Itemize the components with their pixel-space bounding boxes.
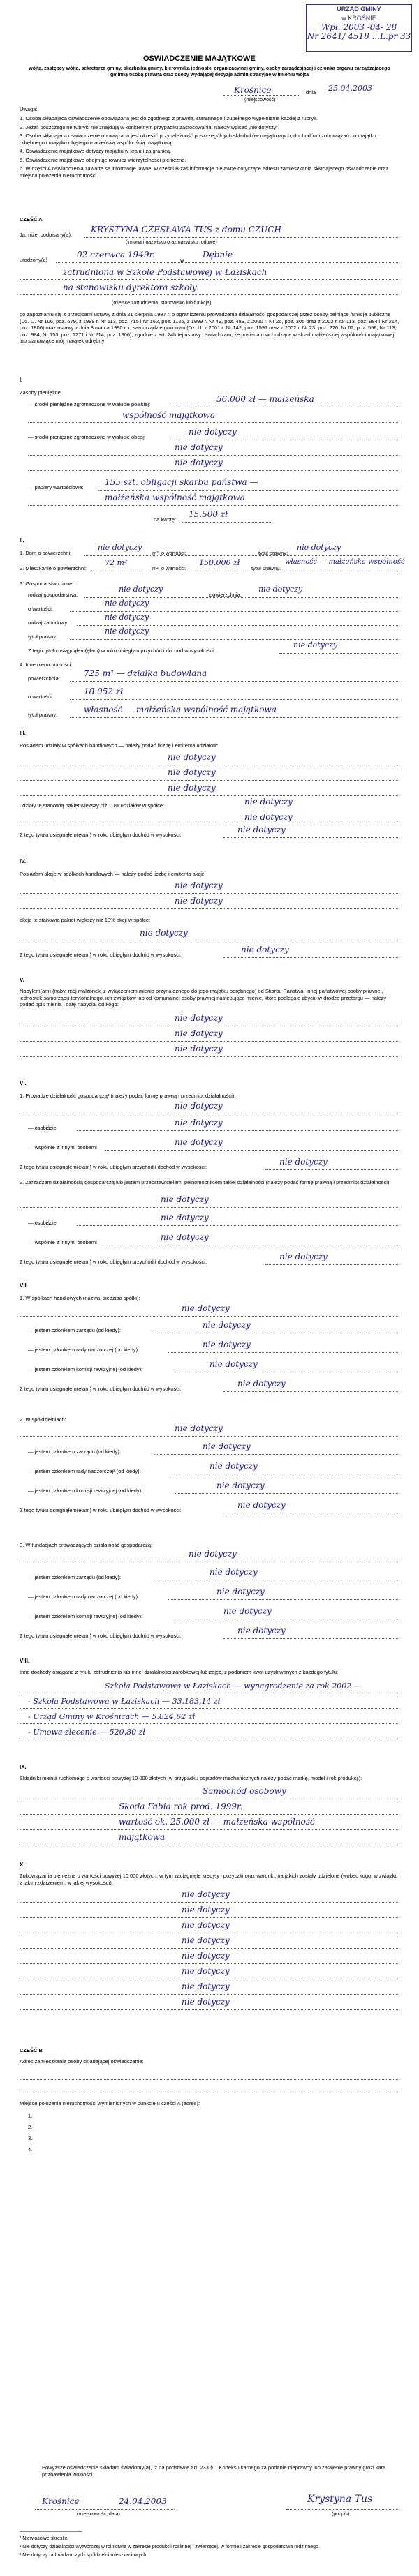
income-line: Szkoła Podstawowa w Łaziskach — wynagrodzenie za rok 2002 — [105, 1682, 362, 1691]
coops-line [175, 1493, 398, 1494]
shares-value: nie dotyczy [168, 783, 216, 793]
income-dots [20, 1708, 398, 1709]
foreign-label: — środki pieniężne zgromadzone w walucie obcej: [28, 434, 146, 440]
coops-audit-label: — jestem członkiem komisji rewizyjnej (od kiedy): [28, 1488, 143, 1494]
location-item: 1. [28, 2113, 33, 2119]
companies-income-label: Z tego tytułu osiągnąłem(ęłam) w roku ubiegłym dochód w wysokości: [20, 1386, 182, 1392]
pln-value: 56.000 zł — małżeńska [216, 394, 314, 404]
liability-line: nie dotyczy [182, 1905, 230, 1915]
location-label: Miejsce położenia nieruchomości wymienionych w punkcie II części A (adres): [20, 2100, 200, 2106]
amount-line [182, 522, 272, 523]
stocks-ten-label: akcje te stanowią pakiet większy niż 10% akcji w spółce: [20, 917, 151, 923]
coops-board-value: nie dotyczy [203, 1441, 251, 1451]
vehicle-line: Samochód osobowy [203, 1786, 286, 1796]
liability-dots [20, 1902, 398, 1903]
manage-line [265, 1264, 398, 1265]
flat-worth: 150.000 zł [199, 558, 240, 567]
shares-value: nie dotyczy [168, 752, 216, 762]
coops-council-value: nie dotyczy [210, 1461, 258, 1471]
stocks-line [223, 957, 398, 958]
income-line: - Urząd Gminy w Krośnicach — 5.824,62 zł [28, 1712, 196, 1721]
section-i-label: Zasoby pieniężne: [20, 389, 62, 396]
section-ix-text: Składniki mienia ruchomego o wartości powyżej 10 000 złotych (w przypadku pojazdów mechanicznych należy podać markę, model i rok produkcji): [20, 1775, 362, 1781]
other-label: 4. Inne nieruchomości: [20, 661, 73, 668]
header-place-line [223, 95, 300, 96]
house-line [84, 555, 398, 556]
farm-area-value: nie dotyczy [258, 585, 303, 594]
footnote-item: ¹ Niewłaściwe skreślić. [20, 2536, 69, 2541]
securities-line [28, 505, 398, 506]
farm-title-value: nie dotyczy [105, 627, 149, 636]
section-v-value: nie dotyczy [175, 1013, 223, 1023]
other-title-value: własność — małżeńska wspólność majątkowa [84, 705, 277, 714]
amount-value: 15.500 zł [189, 509, 228, 519]
liability-statement: Powyższe oświadczenie składam świadomy(a), iż na podstawie art. 233 § 1 Kodeksu karnego za podanie nieprawdy lub zatajenie prawdy grozi kara pozbawienia wolności. [42, 2464, 386, 2478]
other-area-value: 725 m² — działka budowlana [84, 668, 207, 678]
signer-line [84, 237, 398, 238]
vehicle-line: Skoda Fabia rok prod. 1999r. [119, 1802, 243, 1811]
stocks-value: nie dotyczy [175, 881, 223, 890]
foundations-income-label: Z tego tytułu osiągnąłem(ęłam) w roku ubiegłym dochód w wysokości: [20, 1633, 182, 1639]
foundations-audit-label: — jestem członkiem komisji rewizyjnej (od kiedy): [28, 1613, 143, 1619]
business-joint-value: nie dotyczy [175, 1137, 223, 1147]
liability-line: nie dotyczy [182, 1982, 230, 1991]
amount-label: na kwotę: [154, 516, 177, 523]
farm-label: 3. Gospodarstwo rolne: [20, 581, 74, 587]
work-caption: (miejsce zatrudnienia, stanowisko lub funkcja) [112, 301, 212, 306]
shares-label: Posiadam udziały w spółkach handlowych — należy podać liczbę i emitenta udziałów: [20, 742, 219, 749]
part-b-label: CZĘŚĆ B [20, 2047, 43, 2053]
house-label: 1. Dom o powierzchni: [20, 550, 72, 556]
section-i-number: I. [20, 377, 23, 383]
shares-income-value: nie dotyczy [237, 825, 286, 834]
foundations-audit-value: nie dotyczy [223, 1606, 272, 1616]
farm-build-value: nie dotyczy [105, 613, 149, 622]
companies-audit-label: — jestem członkiem komisji rewizyjnej (od kiedy): [28, 1366, 143, 1372]
section-viii-text: Inne dochody osiągane z tytułu zatrudnienia lub innej działalności zarobkowej lub zajęć, z podaniem kwot uzyskiwanych z każdego tytułu: [20, 1669, 339, 1675]
born-date: 02 czerwca 1949r. [77, 250, 155, 260]
header-date: 25.04.2003 [328, 84, 372, 93]
address-label: Adres zamieszkania osoby składającej oświadczenie: [20, 2058, 144, 2065]
section-x-text: Zobowiązania pieniężne o wartości powyżej 10 000 złotych, w tym zaciągnięte kredyty i pożyczki oraz warunki, na jakich zostały udzielone (wobec kogo, w związku z jakim zdarzeniem, w jakiej wysokości): [20, 1873, 398, 1886]
companies-label: 1. W spółkach handlowych (nazwa, siedziba spółki): [20, 1295, 140, 1301]
other-line [70, 717, 398, 718]
work-line [20, 294, 398, 295]
companies-board-label: — jestem członkiem zarządu (od kiedy): [28, 1327, 121, 1333]
other-line [70, 681, 398, 682]
liability-dots [20, 2009, 398, 2010]
part-a-label: CZĘŚĆ A [20, 216, 43, 223]
section-v-line [20, 1056, 398, 1057]
business-income-label: Z tego tytułu osiągnąłem(ęłam) w roku ubiegłym przychód i dochód w wysokości: [20, 1164, 207, 1170]
vehicle-line: wartość ok. 25.000 zł — małżeńska wspólność [119, 1817, 315, 1827]
shares-ten-value: nie dotyczy [244, 797, 293, 807]
stocks-line [20, 893, 398, 894]
pln-label: — środki pieniężne zgromadzone w walucie polskiej: [28, 401, 151, 407]
note-item: 3. Osoba składająca oświadczenie obowiązana jest określić przynależność poszczególnych składników majątkowych, dochodów i zobowiązań do majątku odrębnego i majątku objętego małżeńską wspólnością majątkową. [20, 133, 376, 146]
manage-income-label: Z tego tytułu osiągnąłem(ęłam) w roku ubiegłym przychód i dochód w wysokości: [20, 1259, 207, 1265]
manage-value: nie dotyczy [161, 1195, 209, 1204]
stocks-label: Posiadam akcje w spółkach handlowych — należy podać liczbę i emitenta akcji: [20, 871, 205, 877]
coops-income-label: Z tego tytułu osiągnąłem(ęłam) w roku ubiegłym dochód w wysokości: [20, 1507, 182, 1513]
farm-line [279, 653, 398, 654]
liability-dots [20, 1963, 398, 1964]
stamp-city: w KROŚNIE [341, 15, 376, 22]
section-v-text: Nabyłem(am) (nabył mój małżonek, z wyłączeniem mienia przynależnego do jego majątku odrębnego) od Skarbu Państwa, innej państwowej osoby prawnej, jednostek samorządu terytorialnego, ich związków lub od komunalnej osoby prawnej następujące mienie, które podlegało zbyciu w drodze przetargu — należy podać opis mienia i datę nabycia, od kogo: [20, 988, 387, 1008]
manage-line [77, 1225, 398, 1226]
footnotes [20, 2536, 400, 2559]
manage-income-value: nie dotyczy [279, 1252, 328, 1261]
work-line-1: zatrudniona w Szkole Podstawowej w Łaziskach [63, 267, 267, 277]
header-place-caption: (miejscowość) [244, 98, 276, 103]
footer-date-line [35, 2509, 175, 2510]
note-item: 6. W części A oświadczenia zawarte są informacje jawne, w części B zaś informacje niejawne dotyczące adresu zamieszkania składającego oświadczenie oraz miejsca położenia nieruchomości. [20, 165, 389, 179]
foreign-value: nie dotyczy [189, 427, 237, 437]
farm-income-value: nie dotyczy [293, 641, 338, 650]
section-ii-number: II. [20, 537, 24, 544]
farm-build-label: rodzaj zabudowy: [28, 620, 69, 626]
shares-income-label: Z tego tytułu osiągnąłem(ęłam) w roku ubiegłym dochód w wysokości: [20, 832, 182, 838]
footer-place: Krośnice [42, 2496, 80, 2506]
flat-title-label: tytuł prawny: [251, 565, 281, 571]
location-item: 2. [28, 2124, 33, 2130]
business-line [77, 1130, 398, 1131]
pln-line [28, 422, 398, 423]
stocks-income-value: nie dotyczy [241, 945, 289, 954]
notes-label: Uwaga: [20, 106, 38, 112]
born-place: Dębnie [203, 250, 233, 260]
companies-income-value: nie dotyczy [237, 1379, 286, 1388]
companies-line [168, 1352, 398, 1353]
business-line [105, 1150, 398, 1151]
note-item: 1. Osoba składająca oświadczenie obowiązana jest do zgodnego z prawdą, starannego i zupełnego wypełnienia każdej z rubryk. [20, 115, 318, 121]
business-value: nie dotyczy [175, 1101, 223, 1111]
note-item: 5. Oświadczenie majątkowe obejmuje również wierzytelności pieniężne. [20, 156, 186, 163]
farm-worth-label: o wartości: [28, 606, 53, 612]
securities-value: 155 szt. obligacji skarbu państwa — [105, 477, 258, 487]
document-title: OŚWIADCZENIE MAJĄTKOWE [143, 54, 256, 63]
liability-line: nie dotyczy [182, 1920, 230, 1930]
farm-title-label: tytuł prawny: [28, 634, 58, 640]
coops-label: 2. W spółdzielniach: [20, 1416, 66, 1423]
liability-dots [20, 1917, 398, 1918]
business-line [265, 1169, 398, 1170]
section-iv-number: IV. [20, 858, 27, 864]
section-viii-number: VIII. [20, 1658, 30, 1664]
born-in-label: w [180, 257, 184, 263]
business-income-value: nie dotyczy [279, 1157, 328, 1167]
manage-personal-label: — osobiście [28, 1220, 57, 1226]
signature: Krystyna Tus [307, 2494, 373, 2505]
farm-type-value: nie dotyczy [119, 585, 163, 594]
securities-value-2: małżeńska wspólność majątkowa [105, 493, 245, 502]
signer-caption: (imiona i nazwisko oraz nazwisko rodowe) [126, 240, 217, 245]
section-v-value: nie dotyczy [175, 1044, 223, 1054]
signer-label: Ja, niżej podpisany(a), [20, 232, 73, 238]
section-v-line [20, 1041, 398, 1042]
income-line: - Szkoła Podstawowa w Łaziskach — 33.183,14 zł [28, 1697, 221, 1706]
section-iii-number: III. [20, 730, 26, 736]
shares-line [20, 795, 398, 796]
house-title-value: nie dotyczy [297, 543, 341, 552]
shares-value: nie dotyczy [168, 767, 216, 777]
other-worth-value: 18.052 zł [84, 687, 124, 696]
companies-board-value: nie dotyczy [203, 1320, 251, 1330]
location-item: 4. [28, 2146, 33, 2152]
received-stamp [306, 4, 412, 52]
note-item: 4. Oświadczenie majątkowe dotyczy majątku w kraju i za granicą. [20, 148, 172, 154]
coops-board-label: — jestem członkiem zarządu (od kiedy): [28, 1448, 121, 1455]
stamp-title: URZĄD GMINY [337, 6, 381, 13]
header-date-label: dnia [306, 89, 316, 96]
footnote-divider [20, 2531, 82, 2532]
foundations-value: nie dotyczy [189, 1549, 237, 1559]
coops-line [20, 1436, 398, 1437]
liability-line: nie dotyczy [182, 1889, 230, 1899]
foreign-line [28, 470, 398, 471]
location-item: 3. [28, 2135, 33, 2141]
foundations-board-value: nie dotyczy [210, 1567, 258, 1577]
farm-income-label: Z tego tytułu osiągnąłem(ęłam) w roku ubiegłym przychód i dochód w wysokości: [28, 647, 216, 654]
house-unit: m², o wartości: [152, 550, 186, 556]
business-joint-label: — wspólnie z innymi osobami [28, 1144, 97, 1151]
section-v-number: V. [20, 977, 24, 983]
coops-value: nie dotyczy [175, 1423, 223, 1433]
house-value: nie dotyczy [98, 543, 142, 552]
coops-income-value: nie dotyczy [237, 1500, 286, 1510]
farm-line [77, 625, 398, 626]
footnote-item: ² Nie dotyczy działalności wytwórczej w rolnictwie w zakresie produkcji roślinnej i zwierzęcej, w formie i zakresie gospodarstwa rodzinnego. [20, 2545, 320, 2549]
securities-label: — papiery wartościowe: [28, 484, 84, 491]
vehicle-line: majątkowa [119, 1832, 166, 1842]
foreign-value-2: nie dotyczy [175, 442, 223, 452]
income-dots [20, 1723, 398, 1724]
flat-label: 2. Mieszkanie o powierzchni: [20, 565, 87, 571]
stocks-income-label: Z tego tytułu osiągnąłem(ęłam) w roku ubiegłym dochód w wysokości: [20, 952, 182, 958]
flat-area: 72 m² [105, 558, 128, 567]
business-personal-label: — osobiście [28, 1125, 57, 1131]
other-area-label: powierzchnia: [28, 675, 60, 682]
born-line [56, 262, 398, 263]
manage-joint-value: nie dotyczy [161, 1232, 209, 1242]
note-item: 2. Jeżeli poszczególne rubryki nie znajdują w konkretnym przypadku zastosowania, należy wpisać „nie dotyczy”. [20, 123, 280, 130]
other-title-label: tytuł prawny: [28, 712, 58, 718]
coops-line [154, 1454, 398, 1455]
section-vi-number: VI. [20, 1080, 27, 1086]
companies-value: nie dotyczy [182, 1303, 230, 1313]
signature-line [286, 2509, 398, 2510]
income-line: - Umowa zlecenie — 520,80 zł [28, 1728, 145, 1737]
liability-line: nie dotyczy [182, 1966, 230, 1976]
other-line [70, 699, 398, 700]
born-label: urodzony(a) [20, 257, 48, 263]
flat-unit: m², o wartości: [152, 565, 186, 571]
other-worth-label: o wartości: [28, 694, 53, 700]
foreign-value-3: nie dotyczy [175, 458, 223, 467]
section-x-number: X. [20, 1862, 25, 1868]
manage-line [20, 1207, 398, 1208]
manage-label: 2. Zarządzam działalnością gospodarczą lub jestem przedstawicielem, pełnomocnikiem takiej działalności (należy podać formę prawną i przedmiot działalności): [20, 1179, 391, 1185]
section-vii-number: VII. [20, 1282, 29, 1289]
foundations-council-value: nie dotyczy [216, 1587, 265, 1596]
companies-line [223, 1391, 398, 1392]
foreign-line [28, 455, 398, 456]
signature-caption: (podpis) [332, 2512, 350, 2517]
flat-title-value: własność — małżeńska wspólność [285, 558, 405, 566]
document-subtitle: wójta, zastępcy wójta, sekretarza gminy, skarbnika gminy, kierownika jednostki organizacyjnej gminy, osoby zarządzającej i członka organu zarządzającego gminną osobą prawną oraz osoby wydającej decyzje administracyjne w imieniu wójta [29, 66, 390, 77]
foundations-board-label: — jestem członkiem zarządu (od kiedy): [28, 1574, 121, 1580]
companies-council-value: nie dotyczy [203, 1340, 251, 1349]
stamp-received: Wpł. 2003 -04- 28 [321, 22, 397, 32]
footer-place-caption: (miejscowość, data) [77, 2512, 120, 2517]
liability-line: nie dotyczy [182, 1997, 230, 2007]
footnote-item: ³ Nie dotyczy rad nadzorczych spółdzielni mieszkaniowych. [20, 2553, 148, 2558]
stamp-number: Nr 2641/ 4518 ...L.pr 33 [307, 31, 411, 41]
shares-line [223, 837, 398, 838]
shares-ten-value-2: nie dotyczy [244, 812, 293, 822]
companies-audit-value: nie dotyczy [210, 1359, 258, 1369]
farm-area-label: powierzchnia: [210, 592, 242, 598]
foundations-line [168, 1599, 398, 1600]
foundations-label: 3. W fundacjach prowadzących działalność gospodarczą: [20, 1542, 153, 1548]
address-line [20, 2079, 398, 2080]
header-place: Krośnice [234, 85, 272, 95]
companies-line [20, 1316, 398, 1317]
foundations-income-value: nie dotyczy [237, 1626, 286, 1635]
vehicle-dots [20, 1814, 398, 1815]
section-ix-number: IX. [20, 1764, 27, 1770]
footer-date: 24.04.2003 [119, 2496, 167, 2506]
intro-text: po zapoznaniu się z przepisami ustawy z dnia 21 sierpnia 1997 r. o ograniczeniu prowadzenia działalności gospodarczej przez osoby pełniące funkcje publiczne (Dz. U. Nr 106, poz. 679, z 1998 r. Nr 113, poz. 715 i Nr 162, poz. 1126, z 1999 r. Nr 49, poz. 483, z 2000 r. Nr 26, poz. 306 oraz z 2002 r. Nr 113, poz. 984 i Nr 214, poz. 1806) oraz ustawy z dnia 8 marca 1990 r. o samorządzie gminnym (Dz. U. z 2001 r. Nr 142, poz. 1591 oraz z 2002 r. Nr 23, poz. 220, Nr 62, poz. 558, Nr 113, poz. 984, Nr 153, poz. 1271 i Nr 214, poz. 1806), zgodnie z art. 24h tej ustawy oświadczam, że posiadam wchodzące w skład małżeńskiej wspólności majątkowej lub stanowiące mój majątek odrębny: [20, 311, 399, 344]
farm-type-label: rodzaj gospodarstwa: [28, 592, 78, 598]
work-line [20, 279, 398, 280]
house-title-label: tytuł prawny: [258, 550, 288, 556]
manage-joint-label: — wspólnie z innymi osobami [28, 1239, 97, 1245]
notes-list [20, 115, 400, 179]
signer-name: KRYSTYNA CZESŁAWA TUS z domu CZUCH [91, 225, 281, 234]
vehicle-dots [20, 1829, 398, 1830]
business-personal-value: nie dotyczy [175, 1118, 223, 1128]
pln-value-2: wspólność majątkowa [122, 410, 215, 420]
farm-line [84, 597, 398, 598]
coops-audit-value: nie dotyczy [216, 1481, 265, 1490]
stocks-line [20, 908, 398, 909]
work-line-2: na stanowisku dyrektora szkoły [63, 283, 197, 292]
liability-dots [20, 1948, 398, 1949]
farm-line [70, 639, 398, 640]
liability-line: nie dotyczy [182, 1951, 230, 1961]
business-label: 1. Prowadzę działalność gospodarczą² (należy podać formę prawną i przedmiot działalności): [20, 1093, 236, 1099]
liability-dots [20, 1994, 398, 1995]
farm-worth-value: nie dotyczy [105, 599, 149, 608]
foundations-line [223, 1638, 398, 1639]
manage-personal-value: nie dotyczy [161, 1213, 209, 1222]
shares-line [20, 780, 398, 781]
stocks-value: nie dotyczy [175, 896, 223, 906]
coops-council-label: — jestem członkiem rady nadzorczej³ (od kiedy): [28, 1468, 141, 1474]
section-v-value: nie dotyczy [175, 1028, 223, 1038]
foundations-council-label: — jestem członkiem rady nadzorczej (od kiedy): [28, 1594, 140, 1600]
farm-line [70, 611, 398, 612]
companies-council-label: — jestem członkiem rady nadzorczej (od kiedy): [28, 1347, 140, 1353]
stocks-ten-value: nie dotyczy [140, 928, 188, 938]
shares-ten-label: udziały te stanowią pakiet większy niż 10% udziałów w spółce: [20, 802, 165, 809]
securities-line [98, 490, 398, 491]
liability-line: nie dotyczy [182, 1935, 230, 1945]
